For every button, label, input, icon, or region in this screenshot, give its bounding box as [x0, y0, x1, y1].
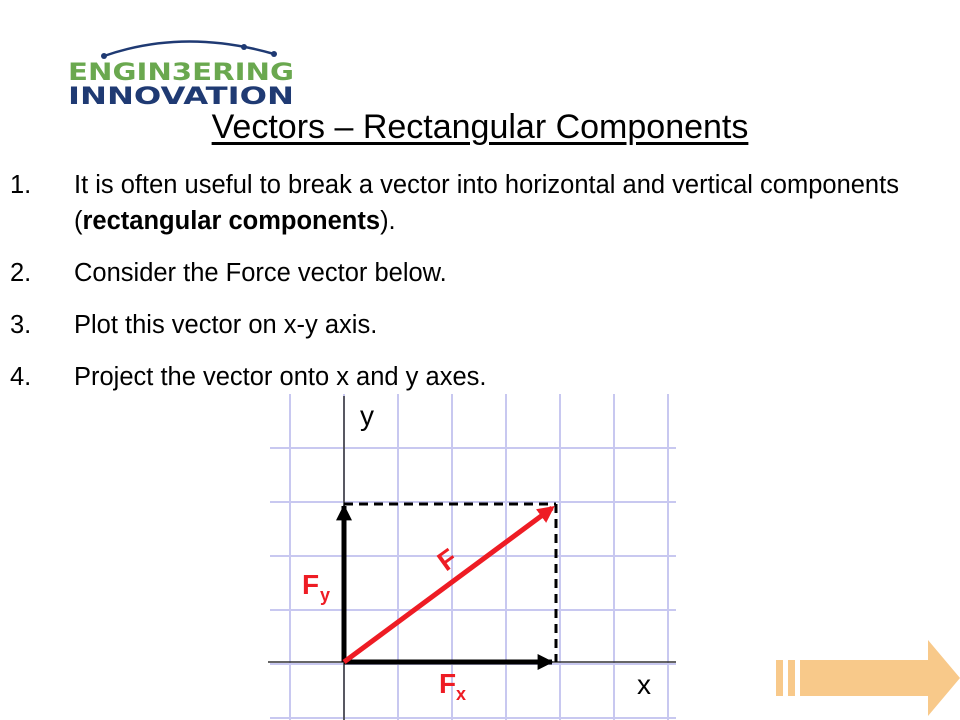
x-axis-label: x: [637, 669, 651, 700]
graph-grid: [270, 394, 676, 720]
bullet-bold-text: rectangular components: [82, 207, 381, 235]
y-axis-label: y: [360, 400, 374, 431]
logo-line2: INNOVATION: [68, 82, 294, 106]
bullet-text: Plot this vector on x-y axis.: [74, 311, 378, 339]
fx-label-sub: x: [456, 684, 467, 704]
logo-line1: ENGIN3ERING: [68, 58, 294, 86]
force-vector-arrow: [344, 508, 552, 662]
bullet-text: It is often useful to break a vector into horizontal and vertical components (: [74, 171, 899, 235]
bullet-text-after: ).: [380, 207, 396, 235]
slide-title: Vectors – Rectangular Components: [211, 108, 749, 146]
bullet-number: 3.: [10, 311, 32, 339]
fy-label: [302, 569, 330, 605]
fy-label-main: F: [302, 569, 320, 600]
bullet-number: 1.: [10, 171, 32, 199]
vector-f-label: F: [431, 542, 463, 577]
fx-label-main: F: [439, 668, 457, 699]
fy-label-sub: y: [320, 585, 331, 605]
bullet-number: 4.: [10, 363, 32, 391]
bullet-text: Consider the Force vector below.: [74, 259, 447, 287]
next-arrow-icon[interactable]: [776, 640, 960, 720]
bullet-number: 2.: [10, 259, 32, 287]
fx-label: [439, 668, 466, 704]
bullet-text: Project the vector onto x and y axes.: [74, 363, 487, 391]
